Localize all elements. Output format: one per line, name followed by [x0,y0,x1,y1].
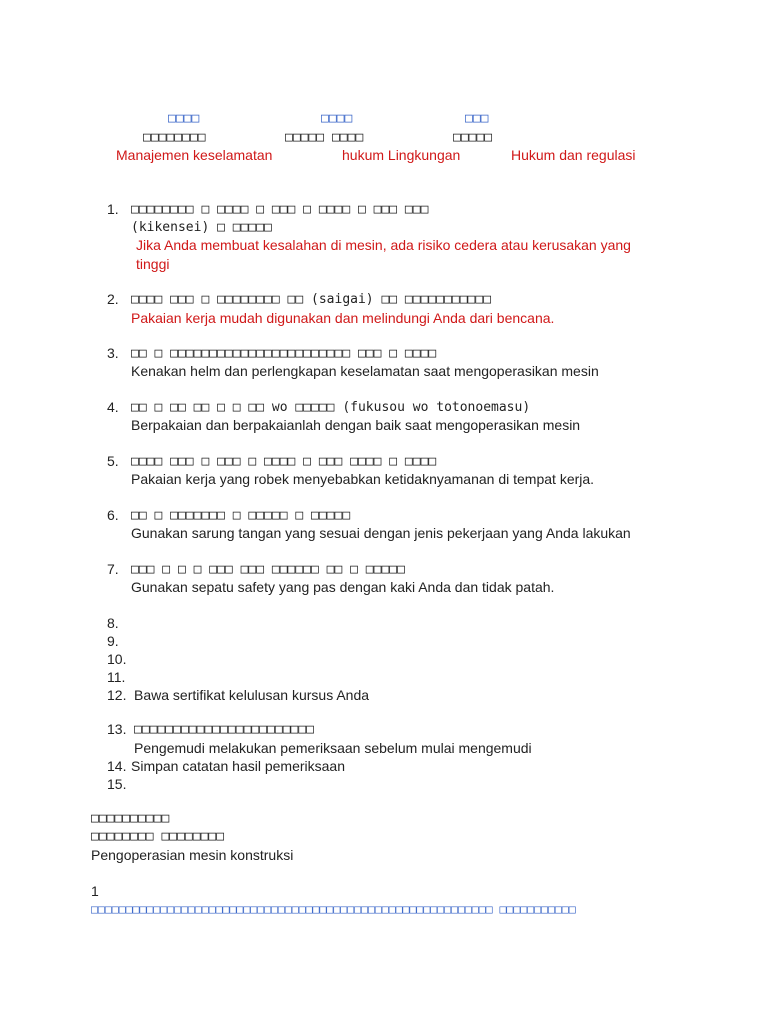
header-col3-top: □□□ [465,111,489,126]
list-number: 9. [107,633,119,649]
list-number: 7. [107,561,119,577]
list-item-jp: □□ □ □□ □□ □ □ □□ wo □□□□□ (fukusou wo totonoemasu) [131,400,531,415]
list-item-translation: Gunakan sarung tangan yang sesuai dengan jenis pekerjaan yang Anda lakukan [131,525,631,541]
list-item-translation: Pakaian kerja yang robek menyebabkan ketidaknyamanan di tempat kerja. [131,471,595,487]
list-item-text: Bawa sertifikat kelulusan kursus Anda [134,687,370,703]
list-item-translation: Pengemudi melakukan pemeriksaan sebelum mulai mengemudi [134,740,532,756]
list-item-translation-second: tinggi [136,256,170,272]
list-item-translation: Jika Anda membuat kesalahan di mesin, ada risiko cedera atau kerusakan yang [136,237,631,253]
header-col1-top: □□□□ [168,111,200,126]
list-number: 12. [107,687,127,703]
list-item-jp: □□□□ □□□ □ □□□□□□□□ □□ (saigai) □□ □□□□□□□□□□□ [131,292,492,307]
header-col1-middle: □□□□□□□□ [143,130,206,145]
section-blue-text: □□□□□□□□□□□□□□□□□□□□□□□□□□□□□□□□□□□□□□□□□□□□□□□□□□□□□□□□□□ □□□□□□□□□□□ [91,902,576,916]
section-number: 1 [91,883,99,899]
list-item-jp: □□□ □ □ □ □□□ □□□ □□□□□□ □□ □ □□□□□ [131,562,405,577]
list-item-jp: □□□□□□□□□□□□□□□□□□□□□□□ [134,722,315,737]
list-number: 6. [107,507,119,523]
list-number: 14. [107,758,127,774]
header-col3-bottom: Hukum dan regulasi [511,147,636,163]
list-number: 3. [107,345,119,361]
section-heading-jp: □□□□□□□□□□ [91,811,170,826]
header-col1-bottom: Manajemen keselamatan [116,147,273,163]
header-col2-top: □□□□ [321,111,353,126]
list-item-text: Simpan catatan hasil pemeriksaan [131,758,346,774]
list-number: 1. [107,201,119,217]
list-item-translation: Gunakan sepatu safety yang pas dengan kaki Anda dan tidak patah. [131,579,555,595]
list-number: 11. [107,669,126,685]
list-item-jp: □□□□ □□□ □ □□□ □ □□□□ □ □□□ □□□□ □ □□□□ [131,454,437,469]
list-item-translation: Berpakaian dan berpakaianlah dengan baik saat mengoperasikan mesin [131,417,581,433]
header-col3-middle: □□□□□ [453,130,493,145]
list-number: 15. [107,776,127,792]
list-item-translation: Pakaian kerja mudah digunakan dan melindungi Anda dari bencana. [131,310,555,326]
list-item-jp: □□ □ □□□□□□□□□□□□□□□□□□□□□□□ □□□ □ □□□□ [131,346,437,361]
list-item-jp: □□ □ □□□□□□□ □ □□□□□ □ □□□□□ [131,508,351,523]
list-number: 4. [107,399,119,415]
list-number: 13. [107,721,127,737]
list-item-translation: Kenakan helm dan perlengkapan keselamatan saat mengoperasikan mesin [131,363,599,379]
section-title: Pengoperasian mesin konstruksi [91,847,294,863]
list-item-jp-second: (kikensei) □ □□□□□ [131,220,272,235]
list-number: 2. [107,291,119,307]
list-number: 8. [107,615,119,631]
list-item-jp: □□□□□□□□ □ □□□□ □ □□□ □ □□□□ □ □□□ □□□ [131,202,429,217]
header-col2-middle: □□□□□ □□□□ [285,130,364,145]
list-number: 10. [107,651,127,667]
header-col2-bottom: hukum Lingkungan [342,147,461,163]
section-subheading-jp: □□□□□□□□ □□□□□□□□ [91,829,225,844]
list-number: 5. [107,453,119,469]
